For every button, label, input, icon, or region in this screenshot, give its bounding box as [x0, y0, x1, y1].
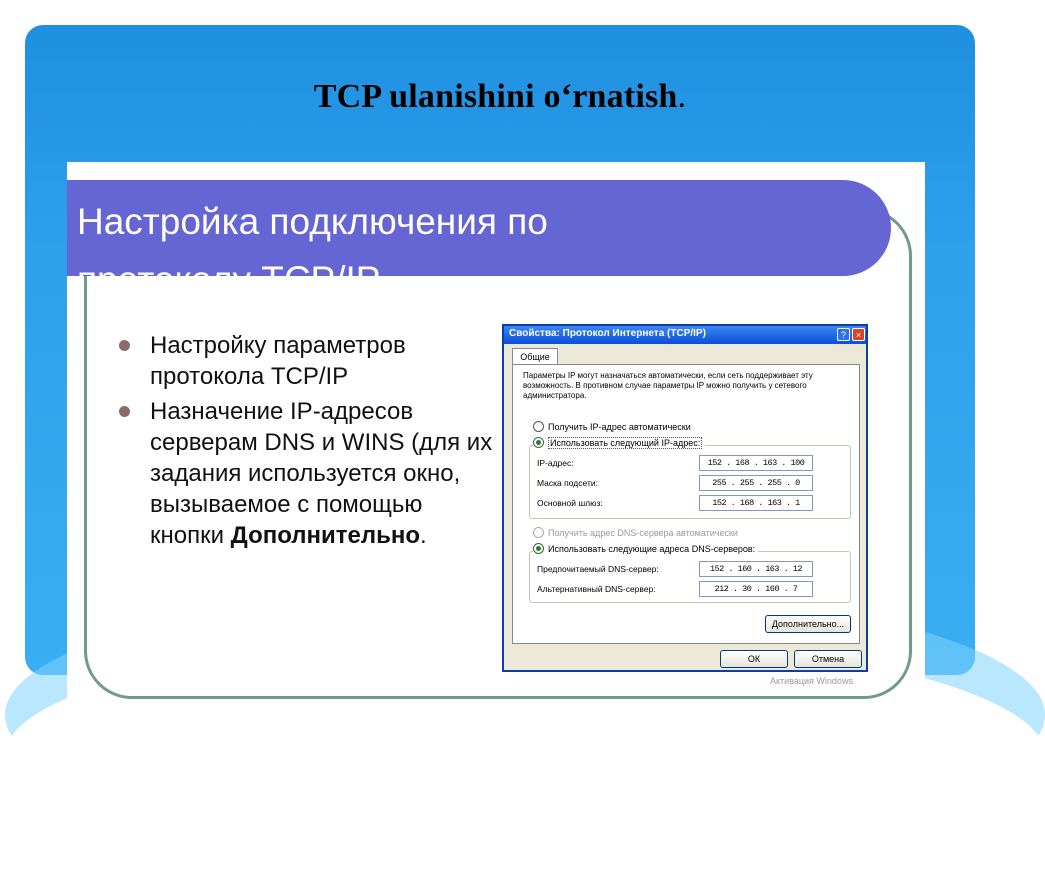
close-button[interactable]: × [852, 328, 865, 341]
banner-line-1: Настройка подключения по [77, 201, 548, 242]
tab-general[interactable]: Общие [512, 348, 558, 365]
windows-activation-watermark: Активация Windows [770, 676, 853, 686]
radio-manual-ip[interactable] [533, 437, 705, 448]
gateway-label: Основной шлюз: [537, 498, 603, 508]
radio-auto-dns[interactable] [533, 527, 738, 538]
gateway-field[interactable]: 152 . 168 . 163 . 1 [699, 495, 813, 511]
dialog-title: Свойства: Протокол Интернета (TCP/IP) [509, 328, 706, 339]
radio-manual-dns-label: Использовать следующие адреса DNS-серверов: [548, 544, 756, 554]
subnet-mask-label: Маска подсети: [537, 478, 598, 488]
radio-unchecked-icon [533, 421, 544, 432]
dialog-titlebar[interactable] [504, 326, 866, 344]
bullet-dot-icon [119, 340, 130, 351]
bullet-text-1: Настройку параметров протокола TCP/IP [150, 332, 406, 390]
general-tab-panel [512, 364, 860, 644]
radio-manual-dns[interactable] [533, 543, 758, 554]
banner-line-2: протоколу TCP/IP [77, 259, 381, 300]
ok-button[interactable]: ОК [720, 650, 788, 668]
help-button[interactable]: ? [837, 328, 850, 341]
bullet-dot-icon [119, 406, 130, 417]
radio-manual-ip-label: Использовать следующий IP-адрес: [550, 438, 701, 448]
subnet-mask-field[interactable]: 255 . 255 . 255 . 0 [699, 475, 813, 491]
ip-address-field[interactable]: 152 . 168 . 163 . 100 [699, 455, 813, 471]
ip-address-label: IP-адрес: [537, 458, 574, 468]
heading-banner [67, 180, 891, 300]
bullet-item [113, 330, 493, 392]
alternate-dns-field[interactable]: 212 . 30 . 160 . 7 [699, 581, 813, 597]
bullet-text-2: Назначение IP-адресов серверам DNS и WINS (для их задания используется окно, вызываемое с помощью кнопки [150, 398, 493, 549]
tcpip-properties-dialog [502, 324, 868, 672]
dialog-description: Параметры IP могут назначаться автоматически, если сеть поддерживает эту возможность. В противном случае параметры IP можно получить у сетевого администратора. [523, 371, 813, 400]
radio-checked-icon [533, 437, 544, 448]
cancel-button[interactable]: Отмена [794, 650, 862, 668]
radio-auto-dns-label: Получить адрес DNS-сервера автоматически [548, 528, 738, 538]
radio-checked-icon [533, 543, 544, 554]
banner-heading [77, 193, 917, 309]
preferred-dns-label: Предпочитаемый DNS-сервер: [537, 564, 659, 574]
bullet-item [113, 396, 493, 551]
slide-title-text: TCP ulanishini o‘rnatish [313, 78, 678, 115]
alternate-dns-label: Альтернативный DNS-сервер: [537, 584, 656, 594]
bullet-list [113, 330, 493, 555]
preferred-dns-field[interactable]: 152 . 160 . 163 . 12 [699, 561, 813, 577]
radio-auto-ip[interactable] [533, 421, 691, 432]
radio-auto-ip-label: Получить IP-адрес автоматически [548, 422, 691, 432]
bullet-bold-term: Дополнительно [230, 522, 421, 549]
advanced-button[interactable]: Дополнительно... [765, 615, 851, 633]
slide-title-period: . [677, 78, 687, 115]
radio-disabled-icon [533, 527, 544, 538]
bullet-end: . [420, 522, 427, 549]
slide-title [0, 78, 1000, 116]
